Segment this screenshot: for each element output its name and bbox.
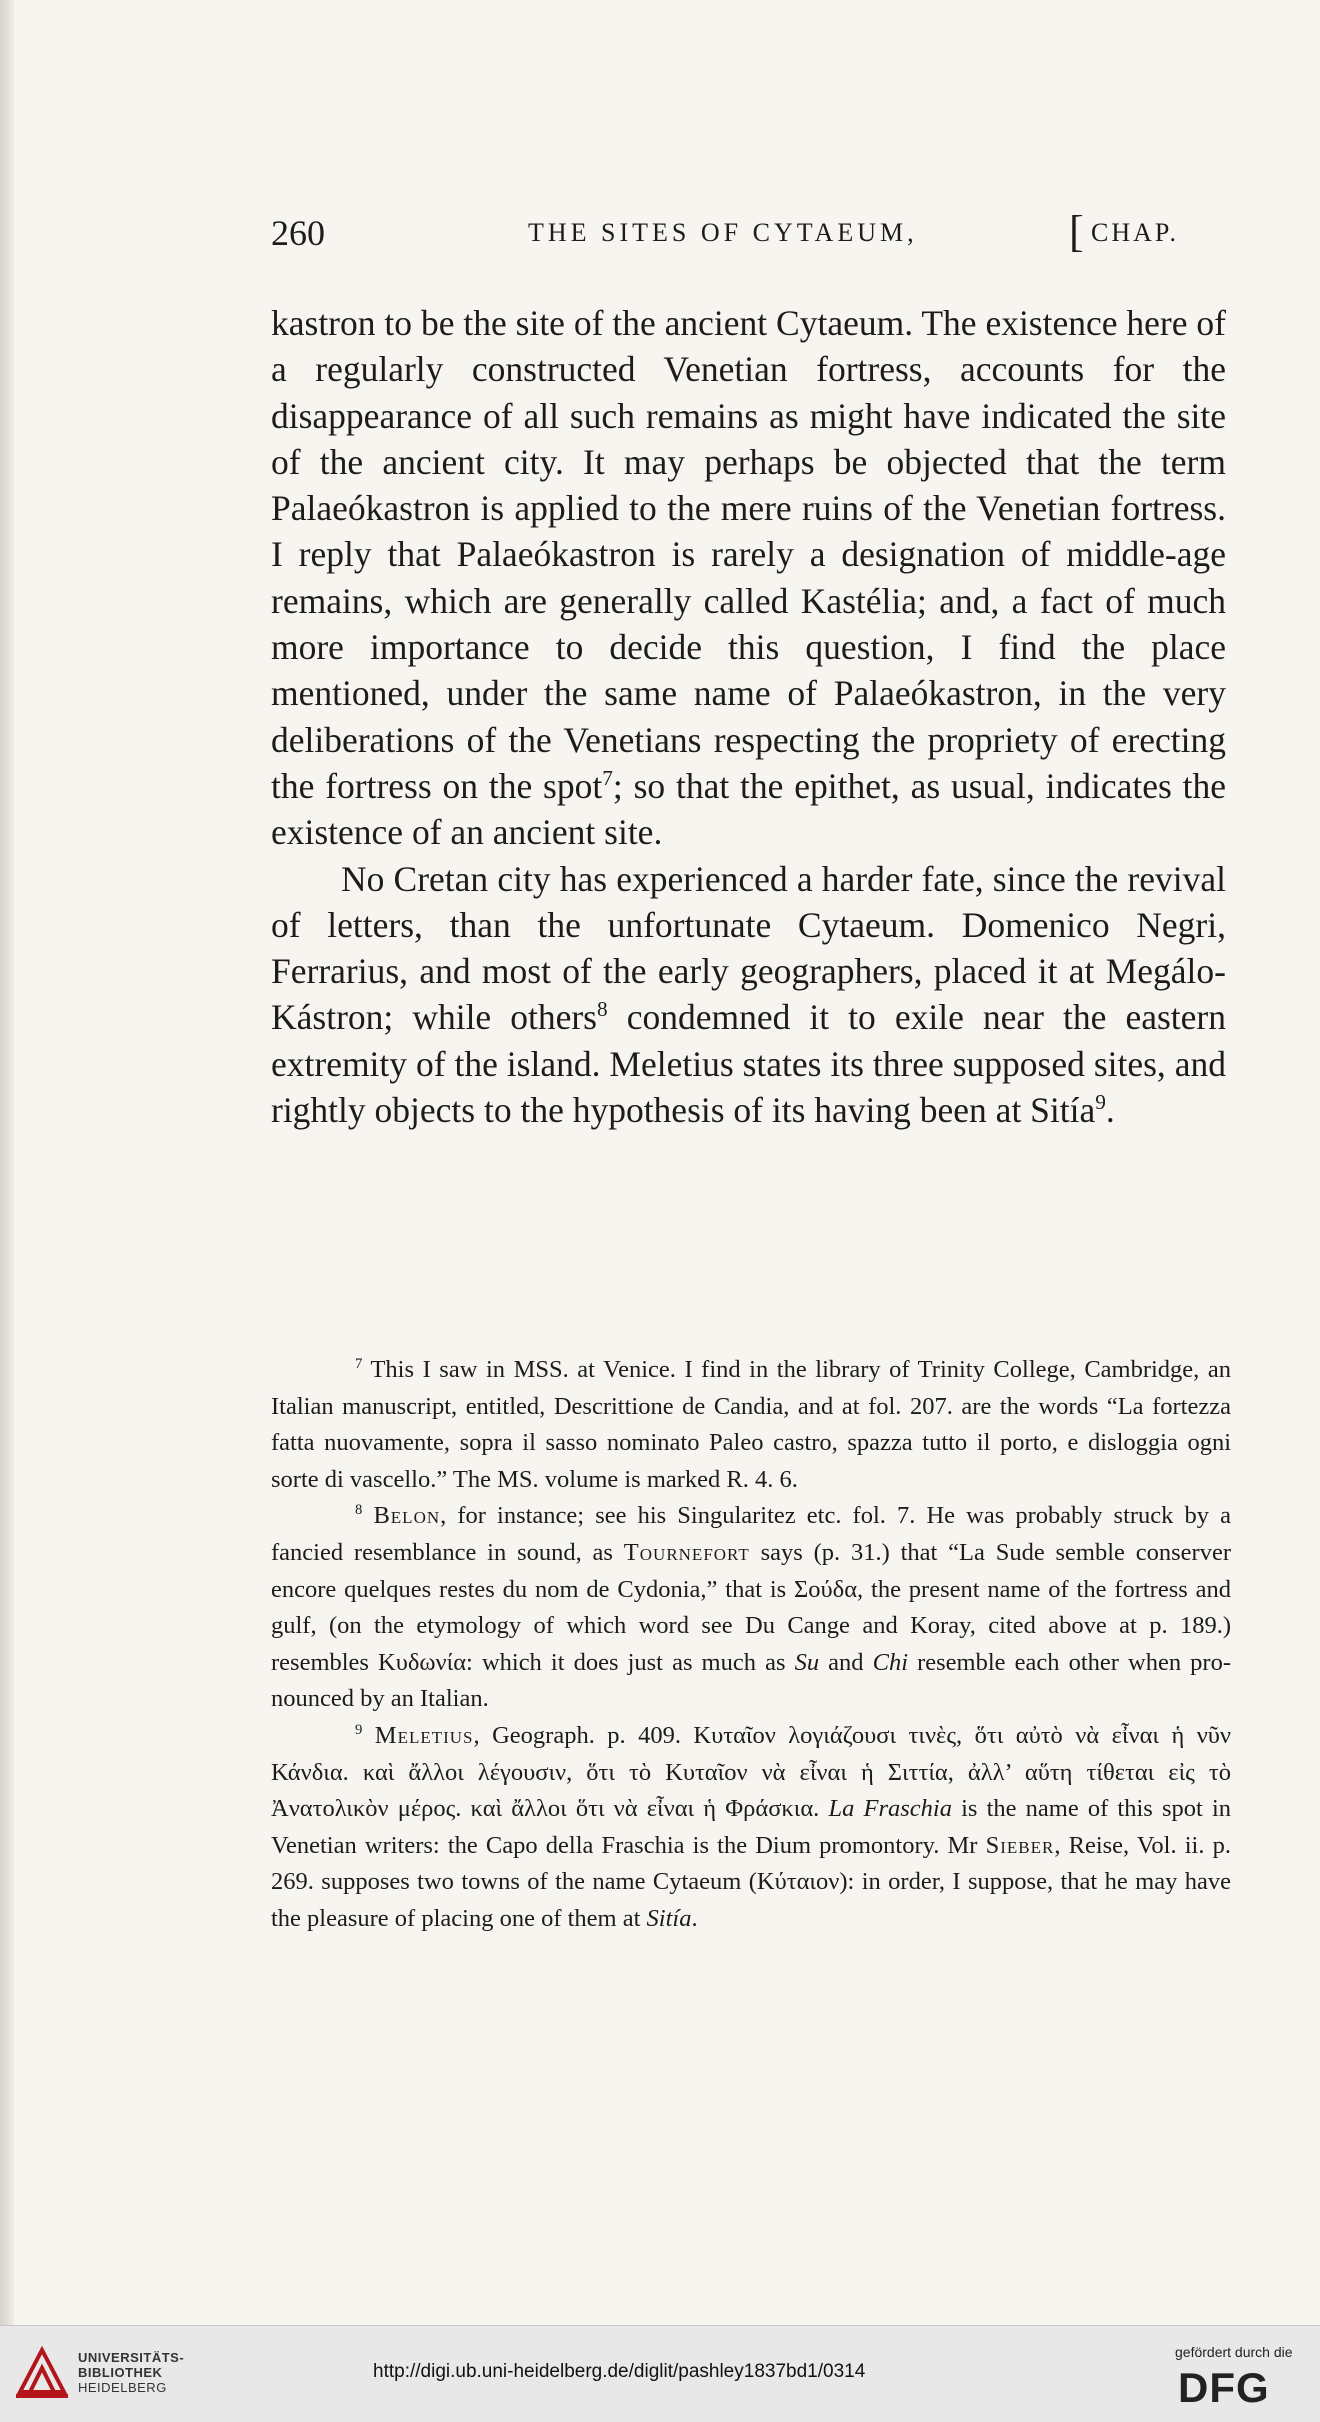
- paragraph-2-text-b: condemned it to exile near the eastern extremity of the island. Meletius states its three supposed sites, and rightly objects to the hypothesis of its having been at Sitía: [271, 997, 1226, 1131]
- funding-caption: gefördert durch die: [1175, 2344, 1293, 2360]
- chapter-label: CHAP.: [1091, 218, 1179, 247]
- footnote-7: [271, 1352, 1231, 1498]
- paragraph-1: [271, 300, 1226, 856]
- footnote-9-text-c: , Reise, Vol. ii. p. 269. supposes two towns of the name Cytaeum (Κύταιον): in order, I suppose, that he may have the pleasure of placing one of them at: [271, 1831, 1231, 1932]
- footnote-ref-8[interactable]: 8: [597, 997, 608, 1022]
- institution-line-3: HEIDELBERG: [78, 2380, 167, 2395]
- chapter-bracket: [: [1069, 207, 1084, 256]
- footnote-9-author: Meletius: [374, 1721, 474, 1749]
- footnote-8-text-d: resemble each other when pronounced by an Italian.: [271, 1648, 1231, 1713]
- paragraph-1-text-b: ; so that the epithet, as usual, indicates the existence of an ancient site.: [271, 765, 1227, 853]
- paragraph-2-text-c: .: [1105, 1090, 1115, 1131]
- footnote-8-author-2: Tournefort: [623, 1538, 750, 1566]
- university-library-logo-icon[interactable]: [12, 2342, 72, 2402]
- footnote-9-italic-fraschia: La Fraschia: [828, 1795, 952, 1823]
- paragraph-2: [271, 856, 1226, 1134]
- institution-line-1: UNIVERSITÄTS-: [78, 2350, 185, 2365]
- footnote-9-number: 9: [355, 1721, 363, 1738]
- institution-name[interactable]: [78, 2350, 184, 2395]
- footnote-7-number: 7: [355, 1355, 363, 1372]
- running-header: [271, 207, 1219, 262]
- footnotes: [271, 1352, 1231, 1938]
- permalink-url[interactable]: http://digi.ub.uni-heidelberg.de/diglit/pashley1837bd1/0314: [373, 2361, 866, 2382]
- footnote-ref-7[interactable]: 7: [602, 766, 613, 791]
- footnote-9-italic-sitia: Sitía: [646, 1904, 692, 1932]
- paragraph-1-text-a: kastron to be the site of the ancient Cytaeum. The existence here of a regularly constructed Venetian fortress, accounts for the disappearance of all such remains as might have indicated the site of the ancient city. It may perhaps be objected that the term Palaeókastron is applied to the mere ruins of the Venetian fortress. I reply that Palaeókastron is rarely a designation of middle-age remains, which are generally called Kastélia; and, a fact of much more importance to decide this question, I find the place mentioned, under the same name of Palaeókastron, in the very deliberations of the Venetians respecting the propriety of erecting the fortress on the spot: [271, 303, 1226, 806]
- viewer-footer: [0, 2325, 1320, 2422]
- footnote-8-italic-chi: Chi: [872, 1648, 909, 1676]
- footnote-8-italic-su: Su: [794, 1648, 820, 1676]
- footnote-9-text-a: , Geograph. p. 409. Κυταῖον λογιάζουσι τινὲς, ὅτι αὐτὸ νὰ εἶναι ἡ νῦν Κάνδια. καὶ ἄλλοι λέγουσιν, ὅτι τὸ Κυταῖον νὰ εἶναι ἡ Σιττία, ἀλλ’ αὕτη τίθεται εἰς τὸ Ἀνατολικὸν μέρος. καὶ ἄλλοι ὅτι νὰ εἶναι ἡ Φράσκια.: [271, 1721, 1231, 1823]
- footnote-8-text-b: says (p. 31.) that “La Sude semble conserver encore quelques restes du nom de Cydonia,” that is Σούδα, the present name of the fortress and gulf, (on the etymology of which word see Du Cange and Koray, cited above at p. 189.) resembles Κυδωνία: which it does just as much as: [271, 1538, 1231, 1676]
- footnote-8-text-c: and: [819, 1648, 873, 1676]
- footnote-9-text-b: is the name of this spot in Venetian writers: the Capo della Fraschia is the Dium promontory. Mr: [271, 1795, 1231, 1859]
- paragraph-2-text-a: No Cretan city has experienced a harder fate, since the revival of letters, than the unfortunate Cytaeum. Domenico Negri, Ferrarius, and most of the early geographers, placed it at Megálo-Kástron; while others: [271, 858, 1226, 1038]
- footnote-7-text: This I saw in MSS. at Venice. I find in the library of Trinity College, Cambridge, an Italian manuscript, entitled, Descrittione de Candia, and at fol. 207. are the words “La fortezza fatta nuovamente, sopra il sasso nominato Paleo castro, spazza tutto il porto, e disloggia ogni sorte di vascello.” The MS. volume is marked R. 4. 6.: [271, 1356, 1231, 1493]
- page-gutter-shadow: [0, 0, 14, 2325]
- footnote-9: [271, 1718, 1231, 1938]
- footnote-8-number: 8: [355, 1502, 363, 1519]
- dfg-logo[interactable]: DFG: [1178, 2364, 1270, 2411]
- running-title: THE SITES OF CYTAEUM,: [528, 218, 918, 247]
- footnote-8: [271, 1498, 1231, 1718]
- main-text: [271, 300, 1226, 1133]
- footnote-ref-9[interactable]: 9: [1095, 1090, 1106, 1115]
- footnote-8-author: Belon: [373, 1502, 441, 1530]
- footnote-9-text-d: .: [691, 1904, 698, 1932]
- institution-line-2: BIBLIOTHEK: [78, 2365, 163, 2380]
- footnote-8-text-a: , for instance; see his Singularitez etc. fol. 7. He was probably struck by a fancied resemblance in sound, as: [271, 1502, 1232, 1566]
- footnote-9-author-2: Sieber: [985, 1831, 1055, 1859]
- page-number: 260: [271, 213, 325, 253]
